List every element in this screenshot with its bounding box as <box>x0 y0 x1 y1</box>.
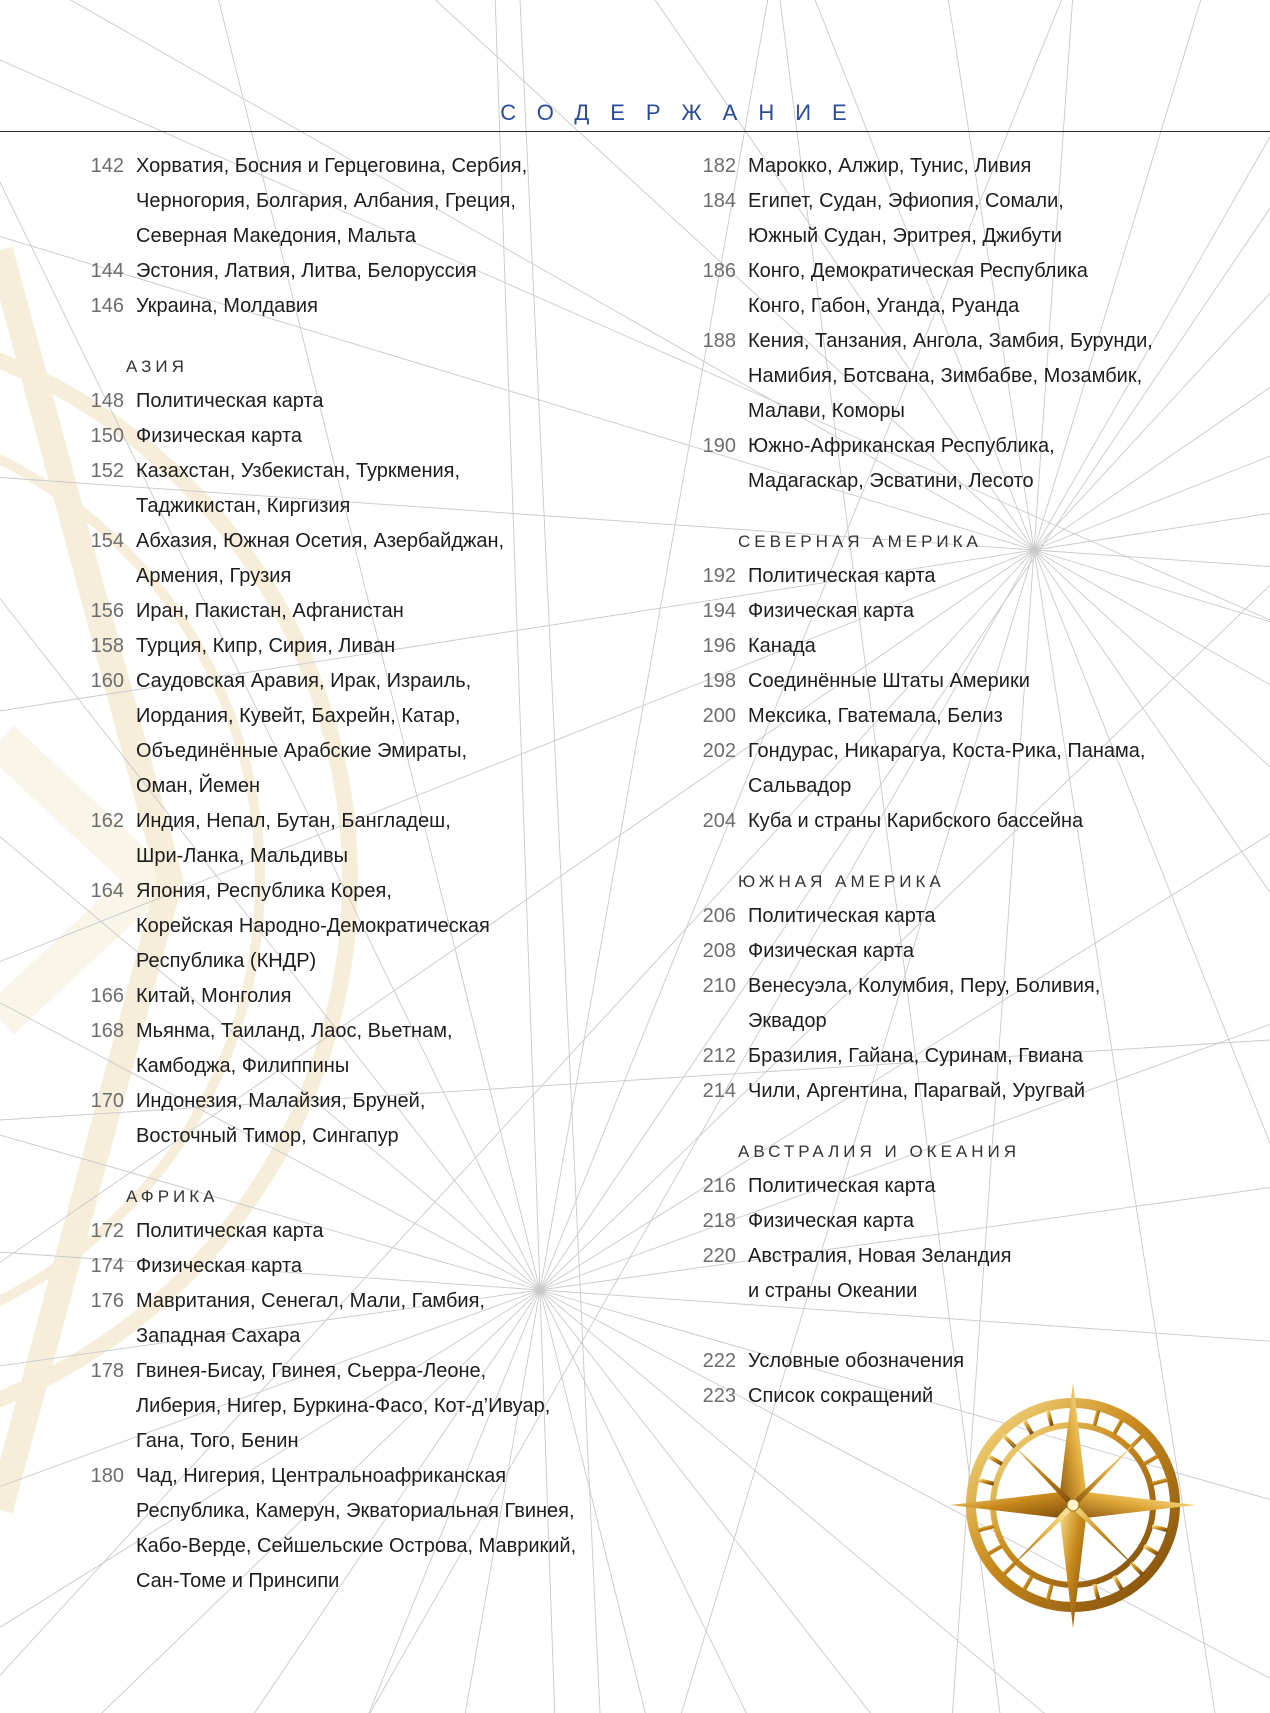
entry-title-line: Южно-Африканская Республика, <box>748 435 1055 457</box>
page-number: 150 <box>90 425 124 447</box>
page-number: 180 <box>90 1465 124 1487</box>
right-section-title: ЮЖНАЯ АМЕРИКА <box>738 872 945 891</box>
entry-title-line: Австралия, Новая Зеландия <box>748 1245 1012 1267</box>
page-number: 170 <box>90 1090 124 1112</box>
entry-title <box>748 1344 964 1379</box>
entry-title-line: Республика, Камерун, Экваториальная Гвинея, <box>136 1500 575 1522</box>
contents-entry[interactable] <box>680 699 1240 734</box>
contents-entry[interactable] <box>68 1084 628 1154</box>
contents-entry[interactable] <box>68 594 628 629</box>
entry-title-line: Эквадор <box>748 1010 827 1032</box>
page-number: 223 <box>702 1385 736 1407</box>
page-number: 200 <box>702 705 736 727</box>
page-number: 192 <box>702 565 736 587</box>
entry-title-line: Черногория, Болгария, Албания, Греция, <box>136 190 516 212</box>
entry-title-line: Республика (КНДР) <box>136 950 317 972</box>
entry-title <box>136 289 318 324</box>
entry-title-line: Венесуэла, Колумбия, Перу, Боливия, <box>748 975 1101 997</box>
entry-title-line: Бразилия, Гайана, Суринам, Гвиана <box>748 1045 1084 1067</box>
contents-entry[interactable] <box>680 804 1240 839</box>
entry-title <box>136 384 324 419</box>
page-number: 174 <box>90 1255 124 1277</box>
page-number: 166 <box>90 985 124 1007</box>
entry-title-line: Конго, Демократическая Республика <box>748 260 1088 282</box>
page-number: 198 <box>702 670 736 692</box>
page-number: 186 <box>702 260 736 282</box>
entry-title <box>136 1284 485 1354</box>
page-number: 164 <box>90 880 124 902</box>
left-section-title: АЗИЯ <box>126 357 188 376</box>
entry-title-line: Северная Македония, Мальта <box>136 225 416 247</box>
entry-title <box>136 149 527 254</box>
entry-title-line: Гана, Того, Бенин <box>136 1430 299 1452</box>
page-number: 158 <box>90 635 124 657</box>
entry-title-line: Физическая карта <box>136 1255 303 1277</box>
entry-title-line: Индонезия, Малайзия, Бруней, <box>136 1090 426 1112</box>
entry-title <box>748 1169 936 1204</box>
entry-title-line: Политическая карта <box>748 905 936 927</box>
entry-title <box>136 419 302 454</box>
page-number: 210 <box>702 975 736 997</box>
entry-title <box>748 1039 1083 1074</box>
page-number: 222 <box>702 1350 736 1372</box>
entry-title <box>748 429 1055 499</box>
entry-title <box>136 1459 576 1599</box>
entry-title <box>748 804 1083 839</box>
page-number: 148 <box>90 390 124 412</box>
entry-title <box>136 664 471 804</box>
contents-entry[interactable] <box>680 1074 1240 1109</box>
page-header <box>0 100 1270 132</box>
entry-title-line: Либерия, Нигер, Буркина-Фасо, Кот-д’Ивуар, <box>136 1395 551 1417</box>
entry-title-line: Мадагаскар, Эсватини, Лесото <box>748 470 1034 492</box>
contents-entry[interactable] <box>68 664 628 804</box>
contents-entry[interactable] <box>680 149 1240 184</box>
entry-title-line: Физическая карта <box>748 1210 915 1232</box>
contents-entry[interactable] <box>68 804 628 874</box>
page-number: 152 <box>90 460 124 482</box>
page-number: 184 <box>702 190 736 212</box>
page-number: 178 <box>90 1360 124 1382</box>
page-number: 182 <box>702 155 736 177</box>
entry-title-line: Иран, Пакистан, Афганистан <box>136 600 404 622</box>
entry-title-line: Физическая карта <box>748 600 915 622</box>
contents-entry[interactable] <box>680 184 1240 254</box>
contents-entry[interactable] <box>680 594 1240 629</box>
entry-title-line: Список сокращений <box>748 1385 934 1407</box>
entry-title-line: Турция, Кипр, Сирия, Ливан <box>136 635 396 657</box>
contents-entry[interactable] <box>68 149 628 254</box>
entry-title <box>748 734 1145 804</box>
contents-entry[interactable] <box>68 1014 628 1084</box>
page-number: 190 <box>702 435 736 457</box>
entry-title <box>748 184 1064 254</box>
entry-title-line: Саудовская Аравия, Ирак, Израиль, <box>136 670 472 692</box>
contents-entry[interactable] <box>68 1214 628 1249</box>
entry-title-line: Оман, Йемен <box>136 775 261 797</box>
contents-entry[interactable] <box>68 289 628 324</box>
page-number: 142 <box>90 155 124 177</box>
contents-entry[interactable] <box>680 1239 1240 1309</box>
entry-title <box>136 524 504 594</box>
entry-title-line: Сальвадор <box>748 775 852 797</box>
section-spacer <box>680 1309 1240 1344</box>
left-section-title: АФРИКА <box>126 1187 219 1206</box>
entry-title <box>748 149 1031 184</box>
entry-title <box>136 804 451 874</box>
entry-title <box>748 969 1100 1039</box>
entry-title-line: Гвинея-Бисау, Гвинея, Сьерра-Леоне, <box>136 1360 487 1382</box>
entry-title-line: Мавритания, Сенегал, Мали, Гамбия, <box>136 1290 485 1312</box>
entry-title-line: Политическая карта <box>748 565 936 587</box>
contents-entry[interactable] <box>680 324 1240 429</box>
entry-title-line: Политическая карта <box>136 390 324 412</box>
entry-title <box>748 664 1030 699</box>
entry-title <box>748 934 914 969</box>
entry-title-line: Япония, Республика Корея, <box>136 880 392 902</box>
entry-title-line: Соединённые Штаты Америки <box>748 670 1030 692</box>
entry-title-line: Шри-Ланка, Мальдивы <box>136 845 348 867</box>
compass-rose-icon <box>948 1380 1198 1630</box>
entry-title <box>748 1074 1085 1109</box>
page-number: 214 <box>702 1080 736 1102</box>
page-number: 176 <box>90 1290 124 1312</box>
entry-title-line: Кабо-Верде, Сейшельские Острова, Маврикий, <box>136 1535 577 1557</box>
entry-title <box>748 324 1153 429</box>
entry-title-line: Хорватия, Босния и Герцеговина, Сербия, <box>136 155 528 177</box>
entry-title-line: Конго, Габон, Уганда, Руанда <box>748 295 1020 317</box>
entry-title-line: Египет, Судан, Эфиопия, Сомали, <box>748 190 1064 212</box>
entry-title <box>136 254 477 289</box>
entry-title <box>748 594 914 629</box>
entry-title-line: Кения, Танзания, Ангола, Замбия, Бурунди, <box>748 330 1153 352</box>
header-rule <box>0 131 1270 132</box>
entry-title-line: Индия, Непал, Бутан, Бангладеш, <box>136 810 451 832</box>
entry-title <box>748 1379 933 1414</box>
contents-entry[interactable] <box>680 254 1240 324</box>
entry-title-line: Армения, Грузия <box>136 565 292 587</box>
entry-title-line: Условные обозначения <box>748 1350 965 1372</box>
contents-entry[interactable] <box>68 629 628 664</box>
entry-title <box>136 454 460 524</box>
entry-title-line: Чад, Нигерия, Центральноафриканская <box>136 1465 507 1487</box>
contents-left-column <box>68 149 628 1599</box>
entry-title-line: Корейская Народно-Демократическая <box>136 915 490 937</box>
page-number: 204 <box>702 810 736 832</box>
entry-title-line: Сан-Томе и Принсипи <box>136 1570 340 1592</box>
entry-title <box>136 1249 302 1284</box>
page-number: 156 <box>90 600 124 622</box>
entry-title <box>136 1354 550 1459</box>
entry-title <box>748 559 936 594</box>
entry-title <box>748 1204 914 1239</box>
page-number: 172 <box>90 1220 124 1242</box>
entry-title-line: Политическая карта <box>136 1220 324 1242</box>
entry-title <box>136 979 291 1014</box>
entry-title-line: Западная Сахара <box>136 1325 301 1347</box>
contents-entry[interactable] <box>68 384 628 419</box>
entry-title-line: Мексика, Гватемала, Белиз <box>748 705 1003 727</box>
page-number: 194 <box>702 600 736 622</box>
page-number: 206 <box>702 905 736 927</box>
entry-title-line: Эстония, Латвия, Литва, Белоруссия <box>136 260 477 282</box>
entry-title-line: Куба и страны Карибского бассейна <box>748 810 1084 832</box>
page-number: 208 <box>702 940 736 962</box>
contents-entry[interactable] <box>680 1169 1240 1204</box>
page-number: 202 <box>702 740 736 762</box>
entry-title-line: Таджикистан, Киргизия <box>136 495 351 517</box>
entry-title-line: Восточный Тимор, Сингапур <box>136 1125 399 1147</box>
contents-entry[interactable] <box>680 1039 1240 1074</box>
entry-title-line: Намибия, Ботсвана, Зимбабве, Мозамбик, <box>748 365 1143 387</box>
page-number: 154 <box>90 530 124 552</box>
contents-entry[interactable] <box>680 429 1240 499</box>
page-number: 162 <box>90 810 124 832</box>
entry-title-line: Чили, Аргентина, Парагвай, Уругвай <box>748 1080 1086 1102</box>
entry-title-line: Абхазия, Южная Осетия, Азербайджан, <box>136 530 505 552</box>
page-number: 160 <box>90 670 124 692</box>
page-number: 212 <box>702 1045 736 1067</box>
contents-entry[interactable] <box>680 559 1240 594</box>
contents-entry[interactable] <box>68 419 628 454</box>
entry-title-line: Южный Судан, Эритрея, Джибути <box>748 225 1062 247</box>
contents-entry[interactable] <box>68 1459 628 1599</box>
contents-entry[interactable] <box>680 734 1240 804</box>
contents-entry[interactable] <box>68 1354 628 1459</box>
entry-title-line: Объединённые Арабские Эмираты, <box>136 740 468 762</box>
entry-title-line: Марокко, Алжир, Тунис, Ливия <box>748 155 1032 177</box>
page-number: 188 <box>702 330 736 352</box>
contents-entry[interactable] <box>68 254 628 289</box>
entry-title <box>136 874 490 979</box>
entry-title <box>136 629 395 664</box>
entry-title-line: Канада <box>748 635 816 657</box>
contents-entry[interactable] <box>680 1204 1240 1239</box>
page-number: 144 <box>90 260 124 282</box>
entry-title <box>748 629 816 664</box>
right-section-title: АВСТРАЛИЯ И ОКЕАНИЯ <box>738 1142 1021 1161</box>
entry-title <box>748 1239 1011 1309</box>
page-title: СОДЕРЖАНИЕ <box>500 100 868 125</box>
entry-title <box>136 1214 324 1249</box>
entry-title-line: Казахстан, Узбекистан, Туркмения, <box>136 460 461 482</box>
entry-title <box>748 699 1003 734</box>
entry-title-line: Физическая карта <box>748 940 915 962</box>
contents-entry[interactable] <box>680 934 1240 969</box>
page-number: 168 <box>90 1020 124 1042</box>
entry-title-line: Малави, Коморы <box>748 400 905 422</box>
contents-entry[interactable] <box>680 1344 1240 1379</box>
entry-title-line: Физическая карта <box>136 425 303 447</box>
entry-title-line: Иордания, Кувейт, Бахрейн, Катар, <box>136 705 461 727</box>
page-number: 220 <box>702 1245 736 1267</box>
entry-title-line: Мьянма, Таиланд, Лаос, Вьетнам, <box>136 1020 453 1042</box>
entry-title-line: Камбоджа, Филиппины <box>136 1055 350 1077</box>
contents-right-column <box>680 149 1240 1414</box>
contents-entry[interactable] <box>68 1249 628 1284</box>
contents-entry[interactable] <box>68 1284 628 1354</box>
contents-entry[interactable] <box>680 969 1240 1039</box>
contents-entry[interactable] <box>68 454 628 524</box>
contents-entry[interactable] <box>680 629 1240 664</box>
entry-title <box>136 1084 425 1154</box>
entry-title-line: Гондурас, Никарагуа, Коста-Рика, Панама, <box>748 740 1146 762</box>
contents-entry[interactable] <box>680 899 1240 934</box>
contents-entry[interactable] <box>68 524 628 594</box>
page-number: 146 <box>90 295 124 317</box>
page-number: 216 <box>702 1175 736 1197</box>
page-number: 218 <box>702 1210 736 1232</box>
page-number: 196 <box>702 635 736 657</box>
entry-title <box>748 254 1088 324</box>
right-section-title: СЕВЕРНАЯ АМЕРИКА <box>738 532 982 551</box>
entry-title <box>136 1014 453 1084</box>
contents-entry[interactable] <box>680 664 1240 699</box>
contents-entry[interactable] <box>68 874 628 979</box>
entry-title-line: Китай, Монголия <box>136 985 292 1007</box>
entry-title <box>748 899 936 934</box>
contents-entry[interactable] <box>68 979 628 1014</box>
entry-title-line: и страны Океании <box>748 1280 918 1302</box>
entry-title-line: Политическая карта <box>748 1175 936 1197</box>
entry-title <box>136 594 404 629</box>
entry-title-line: Украина, Молдавия <box>136 295 318 317</box>
